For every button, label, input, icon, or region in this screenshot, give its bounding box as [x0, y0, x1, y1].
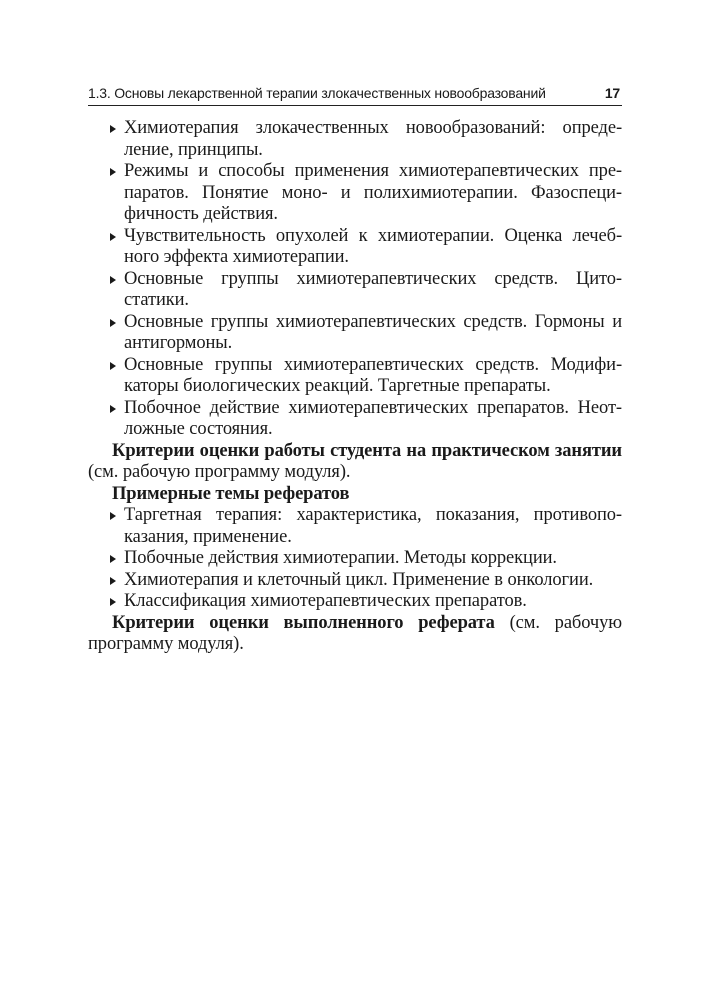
essay-topics-heading	[88, 484, 622, 506]
list-item-text: Основные группы химиотерапевтических средств. Цито-статики.	[124, 268, 622, 310]
bullet-triangle-icon	[110, 168, 116, 176]
bullet-triangle-icon	[110, 598, 116, 606]
list-item	[88, 548, 622, 570]
list-item-text: Режимы и способы применения химиотерапевтических пре-паратов. Понятие моно- и полихимиотерапии. Фазоспеци-фичность действия.	[124, 161, 622, 224]
list-item-text: Классификация химиотерапевтических препаратов.	[124, 591, 527, 611]
bullet-triangle-icon	[110, 362, 116, 370]
list-item	[88, 570, 622, 592]
bullet-triangle-icon	[110, 405, 116, 413]
bullet-triangle-icon	[110, 276, 116, 284]
bullet-triangle-icon	[110, 125, 116, 133]
list-item-text: Таргетная терапия: характеристика, показания, противопо-казания, применение.	[124, 505, 622, 547]
practical-criteria-label: Критерии оценки работы студента на практическом занятии	[112, 440, 622, 461]
bullet-triangle-icon	[110, 577, 116, 585]
bullet-triangle-icon	[110, 512, 116, 520]
essay-topics-list	[88, 505, 622, 613]
list-item-text: Химиотерапия злокачественных новообразований: опреде-ление, принципы.	[124, 118, 622, 160]
list-item	[88, 118, 622, 161]
list-item	[88, 312, 622, 355]
list-item-text: Побочные действия химиотерапии. Методы коррекции.	[124, 548, 557, 568]
practical-criteria-text: (см. рабочую программу модуля).	[88, 462, 351, 482]
list-item	[88, 505, 622, 548]
essay-topics-heading-text: Примерные темы рефератов	[112, 483, 350, 504]
bullet-triangle-icon	[110, 233, 116, 241]
running-head-title: 1.3. Основы лекарственной терапии злокачественных новообразований	[88, 85, 546, 101]
page-number: 17	[604, 85, 620, 101]
topics-list	[88, 118, 622, 441]
essay-criteria-paragraph	[88, 613, 622, 656]
list-item-text: Побочное действие химиотерапевтических препаратов. Неот-ложные состояния.	[124, 397, 622, 439]
list-item	[88, 398, 622, 441]
list-item-text: Основные группы химиотерапевтических средств. Модифи-каторы биологических реакций. Таргетные препараты.	[124, 354, 622, 396]
list-item	[88, 591, 622, 613]
list-item-text: Химиотерапия и клеточный цикл. Применение в онкологии.	[124, 569, 594, 590]
list-item	[88, 269, 622, 312]
practical-criteria-paragraph	[88, 441, 622, 484]
essay-criteria-label: Критерии оценки выполненного реферата	[112, 612, 495, 633]
list-item	[88, 226, 622, 269]
list-item-text: Основные группы химиотерапевтических средств. Гормоны и антигормоны.	[124, 311, 622, 353]
page-body	[88, 118, 622, 656]
list-item	[88, 161, 622, 226]
bullet-triangle-icon	[110, 555, 116, 563]
essay-criteria-text: (см. рабочую программу модуля).	[88, 612, 622, 654]
list-item	[88, 355, 622, 398]
bullet-triangle-icon	[110, 319, 116, 327]
running-head	[88, 83, 622, 106]
list-item-text: Чувствительность опухолей к химиотерапии. Оценка лечеб-ного эффекта химиотерапии.	[124, 225, 622, 267]
